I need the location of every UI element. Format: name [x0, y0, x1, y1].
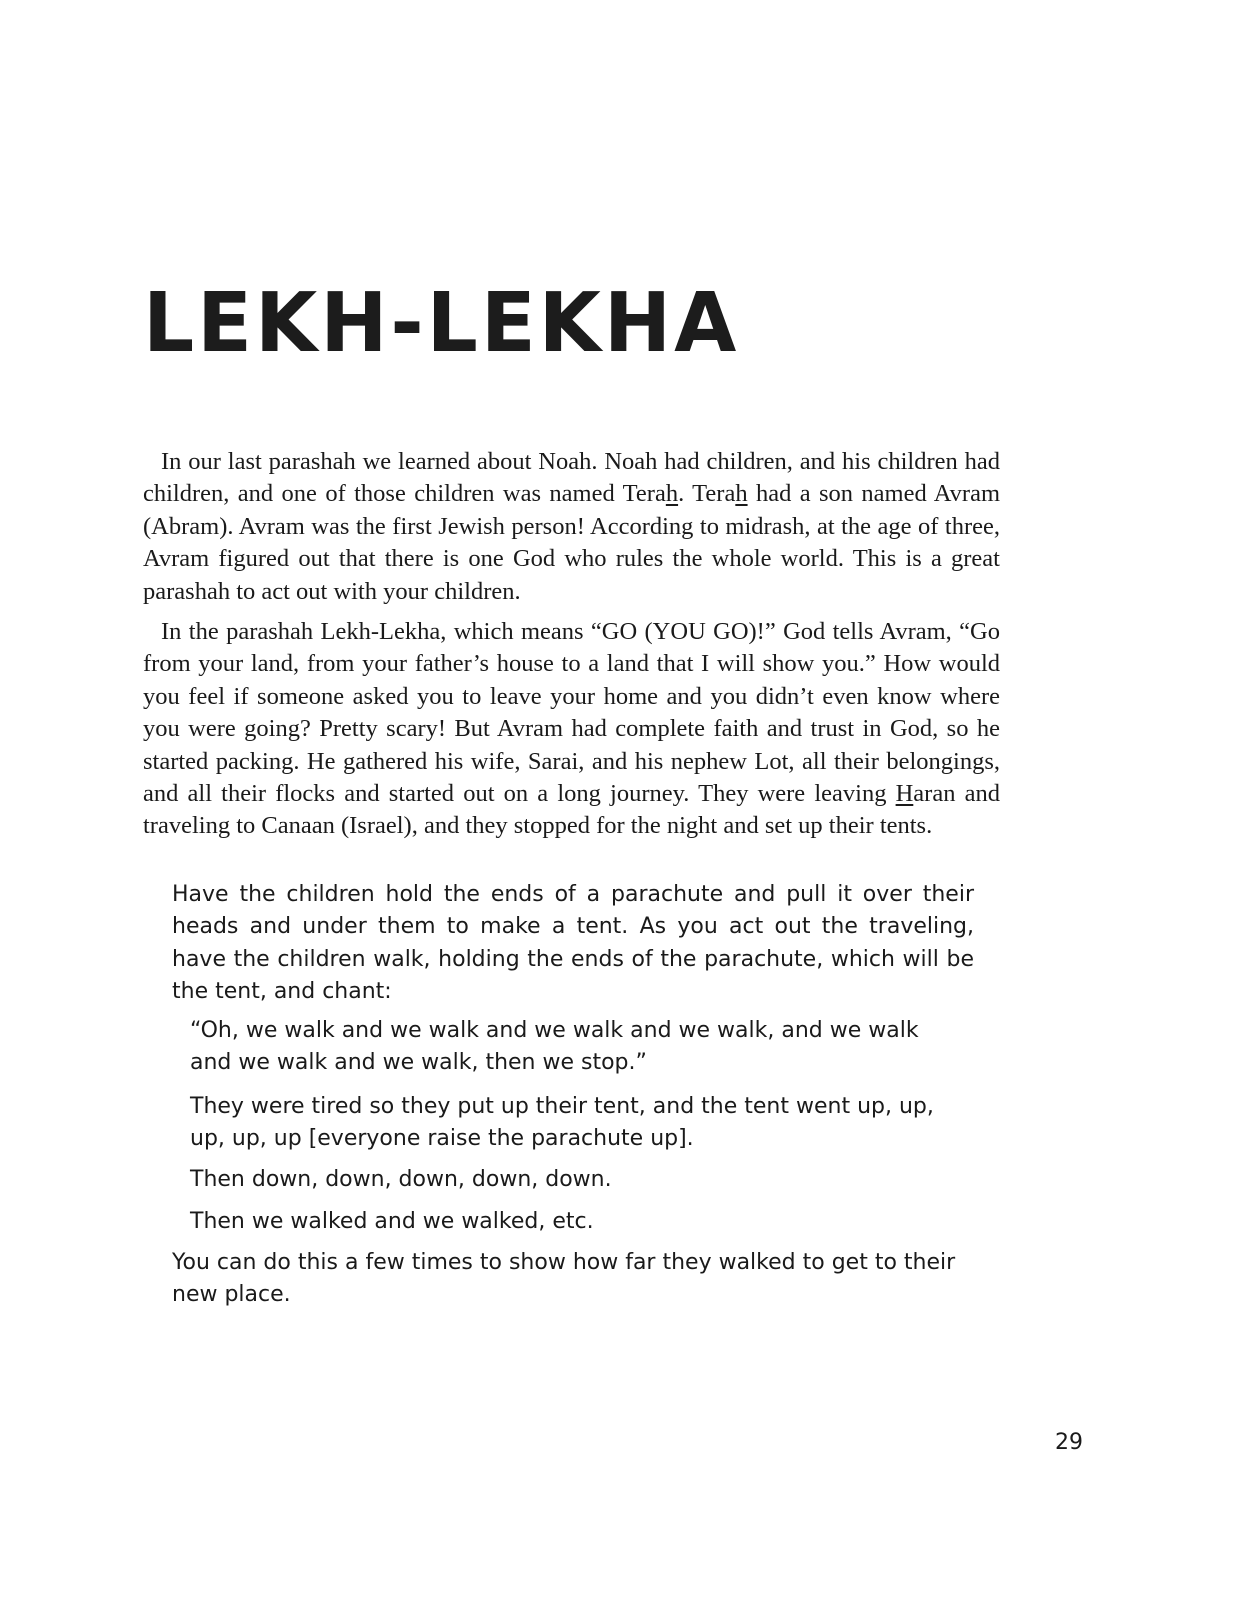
activity-closing-note: You can do this a few times to show how far they walked to get to their new place.	[172, 1250, 956, 1308]
paragraph-text: aran and traveling to Canaan (Israel), and they stopped for the night and set up their tents.	[143, 780, 1000, 840]
page-number: 29	[1055, 1430, 1083, 1455]
paragraph-text: In the parashah Lekh-Lekha, which means “GO (YOU GO)!” God tells Avram, “Go from your land, from your father’s house to a land that I will show you.” How would you feel if someone asked you to leave your home and you didn’t even know where you were going? Pretty scary! But Avram had complete faith and trust in God, so he started packing. He gathered his wife, Sarai, and his nephew Lot, all their belongings, and all their flocks and started out on a long journey. They were leaving	[143, 618, 1000, 808]
paragraph-text: . Tera	[678, 480, 736, 508]
chant-line: Then down, down, down, down, down.	[190, 1167, 612, 1192]
underlined-letter: h	[665, 480, 679, 508]
intro-paragraph	[143, 446, 1000, 608]
activity-instructions: Have the children hold the ends of a parachute and pull it over their heads and under them to make a tent. As you act out the traveling, have the children walk, holding the ends of the parachute, which will be the tent, and chant:	[172, 882, 974, 1005]
page-title: LEKH-LEKHA	[143, 276, 740, 371]
story-paragraph	[143, 616, 1000, 843]
underlined-letter: H	[895, 780, 914, 808]
paragraph-text: In our last parashah we learned about Noah. Noah had children, and his children had children, and one of those children was named Tera	[143, 448, 1000, 508]
underlined-letter: h	[735, 480, 748, 508]
paragraph-text: had a son named Avram (Abram). Avram was the first Jewish person! According to midrash, at the age of three, Avram figured out that there is one God who rules the whole world. This is a great parashah to act out with your children.	[143, 480, 1000, 605]
chant-line: They were tired so they put up their tent, and the tent went up, up, up, up, up [everyone raise the parachute up].	[190, 1094, 934, 1152]
chant-line: “Oh, we walk and we walk and we walk and we walk, and we walk and we walk and we walk, then we stop.”	[190, 1018, 919, 1076]
chant-line: Then we walked and we walked, etc.	[190, 1209, 594, 1234]
